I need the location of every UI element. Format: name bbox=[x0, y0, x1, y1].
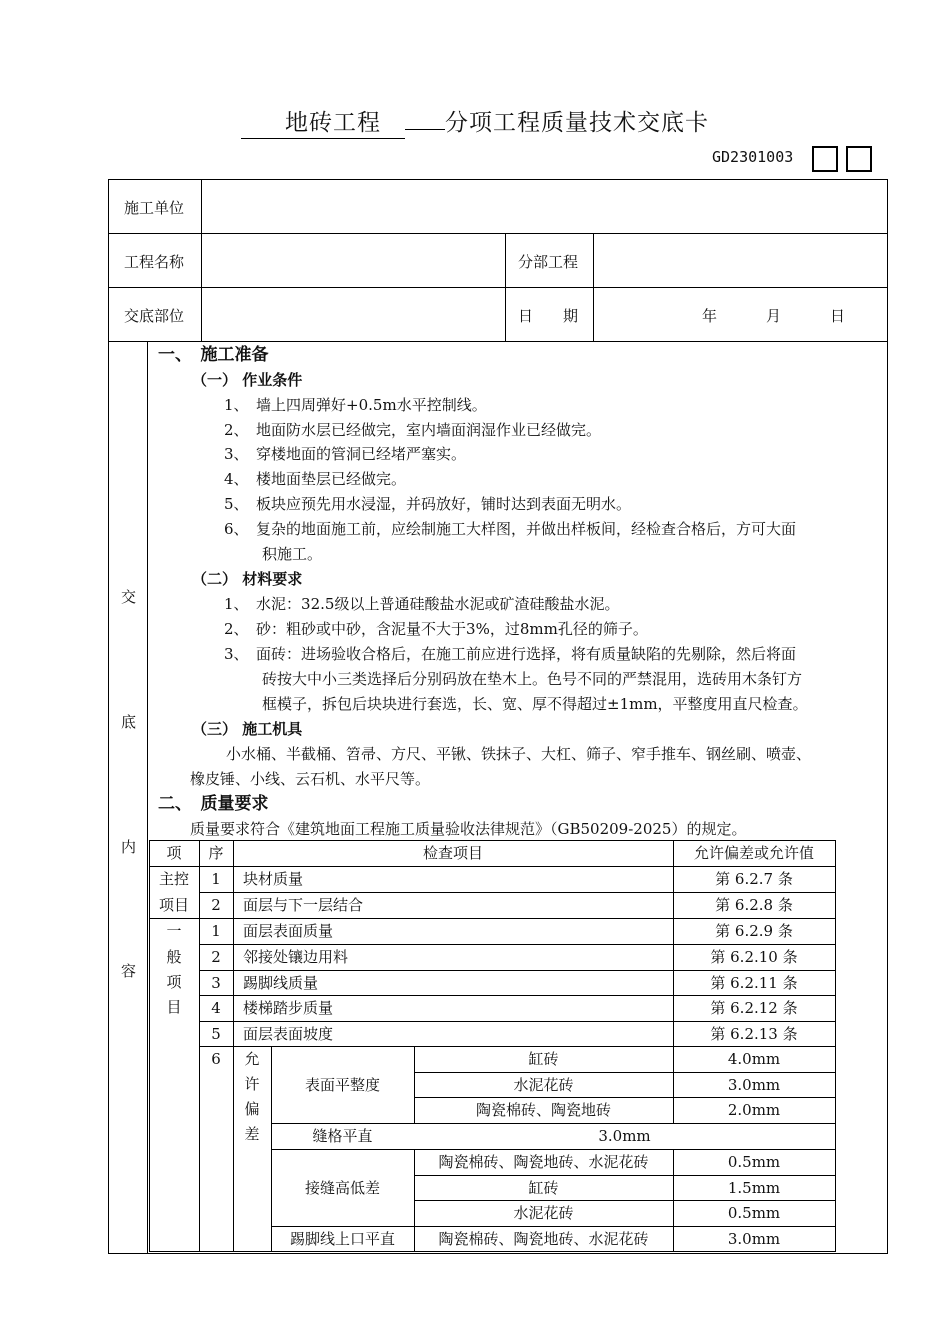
flatness-material: 陶瓷棉砖、陶瓷地砖 bbox=[475, 1101, 611, 1119]
table-seq: 1 bbox=[211, 922, 221, 940]
section1-3-title: （三） 施工机具 bbox=[192, 720, 303, 738]
table-value: 第 6.2.10 条 bbox=[710, 948, 798, 966]
deviation-label-char: 允 bbox=[244, 1050, 260, 1068]
general-label-char: 一 bbox=[166, 922, 182, 940]
table-check-name: 面层与下一层结合 bbox=[243, 896, 364, 914]
joint-height-material: 水泥花砖 bbox=[513, 1204, 574, 1222]
section2-title: 二、 质量要求 bbox=[158, 794, 269, 814]
joint-height-value: 0.5mm bbox=[727, 1204, 781, 1222]
construction-unit-label: 施工单位 bbox=[124, 199, 185, 217]
frame-right bbox=[887, 179, 888, 1253]
document-title bbox=[0, 104, 950, 139]
deviation-label-char: 差 bbox=[244, 1125, 260, 1143]
flatness-material: 缸砖 bbox=[528, 1050, 559, 1068]
frame-mid-divider1 bbox=[505, 233, 506, 341]
date-label: 日 期 bbox=[518, 307, 579, 325]
table-seq: 4 bbox=[211, 999, 221, 1017]
flatness-material: 水泥花砖 bbox=[513, 1076, 574, 1094]
flatness-value: 2.0mm bbox=[727, 1101, 781, 1119]
flatness-value: 3.0mm bbox=[727, 1076, 781, 1094]
table-value: 第 6.2.8 条 bbox=[715, 896, 793, 914]
condition-item: 5、 板块应预先用水浸湿，并码放好，铺时达到表面无明水。 bbox=[224, 495, 632, 513]
location-label: 交底部位 bbox=[124, 307, 185, 325]
joint-height-value: 0.5mm bbox=[727, 1153, 781, 1171]
section1-title: 一、 施工准备 bbox=[158, 345, 269, 365]
qtable-header-item: 项 bbox=[166, 844, 182, 862]
frame-row2 bbox=[108, 287, 888, 288]
table-check-name: 块材质量 bbox=[243, 870, 304, 888]
side-label-char: 交 bbox=[121, 588, 137, 606]
joint-straight-value: 3.0mm bbox=[598, 1127, 651, 1145]
tools-text-cont: 橡皮锤、小线、云石机、水平尺等。 bbox=[190, 770, 431, 788]
date-month: 月 bbox=[766, 307, 782, 325]
material-item: 2、 砂：粗砂或中砂，含泥量不大于3%，过8mm孔径的筛子。 bbox=[224, 620, 648, 638]
qtable-header-seq: 序 bbox=[208, 844, 224, 862]
table-seq: 2 bbox=[211, 896, 221, 914]
general-label-char: 目 bbox=[166, 998, 182, 1016]
frame-top bbox=[108, 179, 888, 180]
condition-item: 2、 地面防水层已经做完，室内墙面润湿作业已经做完。 bbox=[224, 421, 602, 439]
joint-height-material: 陶瓷棉砖、陶瓷地砖、水泥花砖 bbox=[438, 1153, 649, 1171]
qtable-header-allow: 允许偏差或允许值 bbox=[693, 844, 814, 862]
condition-item: 3、 穿楼地面的管洞已经堵严塞实。 bbox=[224, 445, 467, 463]
frame-row1 bbox=[108, 233, 888, 234]
section1-2-title: （二） 材料要求 bbox=[192, 570, 303, 588]
side-label-char: 底 bbox=[121, 713, 137, 731]
side-label-char: 内 bbox=[121, 838, 137, 856]
table-seq: 5 bbox=[211, 1025, 221, 1043]
table-value: 第 6.2.11 条 bbox=[710, 974, 798, 992]
general-label-char: 般 bbox=[166, 948, 182, 966]
main-control-label: 主控 bbox=[158, 870, 189, 888]
table-check-name: 面层表面坡度 bbox=[243, 1025, 334, 1043]
table-check-name: 邻接处镶边用料 bbox=[243, 948, 349, 966]
section1-1-title: （一） 作业条件 bbox=[192, 371, 303, 389]
qtable-vline bbox=[233, 840, 234, 1251]
table-check-name: 踢脚线质量 bbox=[243, 974, 319, 992]
side-label-char: 容 bbox=[121, 962, 137, 980]
table-seq: 2 bbox=[211, 948, 221, 966]
material-item: 3、 面砖：进场验收合格后，在施工前应进行选择，将有质量缺陷的先剔除，然后将面 bbox=[224, 645, 797, 663]
material-item-cont: 框模子，拆包后块块进行套选，长、宽、厚不得超过±1mm，平整度用直尺检查。 bbox=[262, 695, 808, 713]
checkbox-2[interactable] bbox=[846, 146, 872, 172]
frame-label-divider bbox=[201, 179, 202, 341]
frame-row3 bbox=[108, 341, 888, 342]
document-code: GD2301003 bbox=[712, 148, 794, 166]
title-blank: 地砖工程 bbox=[241, 108, 405, 139]
condition-item: 4、 楼地面垫层已经做完。 bbox=[224, 470, 407, 488]
deviation-label-char: 许 bbox=[244, 1075, 260, 1093]
frame-bottom bbox=[108, 1253, 888, 1254]
tools-text: 小水桶、半截桶、笤帚、方尺、平锹、铁抹子、大杠、筛子、窄手推车、钢丝刷、喷壶、 bbox=[226, 745, 812, 763]
title-underline bbox=[405, 129, 445, 130]
deviation-label-char: 偏 bbox=[244, 1100, 260, 1118]
section2-desc: 质量要求符合《建筑地面工程施工质量验收法律规范》（GB50209-2025）的规定。 bbox=[190, 820, 747, 838]
table-value: 第 6.2.7 条 bbox=[715, 870, 793, 888]
condition-item-cont: 积施工。 bbox=[262, 545, 323, 563]
joint-height-material: 缸砖 bbox=[528, 1179, 559, 1197]
date-day: 日 bbox=[830, 307, 846, 325]
table-value: 第 6.2.9 条 bbox=[715, 922, 793, 940]
main-control-label: 项目 bbox=[158, 896, 189, 914]
table-seq: 6 bbox=[211, 1050, 221, 1068]
frame-left bbox=[108, 179, 109, 1253]
table-seq: 3 bbox=[211, 974, 221, 992]
joint-height-label: 接缝高低差 bbox=[304, 1179, 380, 1197]
flatness-value: 4.0mm bbox=[727, 1050, 781, 1068]
date-year: 年 bbox=[702, 307, 718, 325]
condition-item: 6、 复杂的地面施工前，应绘制施工大样图，并做出样板间，经检查合格后，方可大面 bbox=[224, 520, 797, 538]
condition-item: 1、 墙上四周弹好+0.5m水平控制线。 bbox=[224, 396, 487, 414]
project-name-label: 工程名称 bbox=[124, 253, 185, 271]
joint-straight-label: 缝格平直 bbox=[312, 1127, 373, 1145]
frame-side-divider bbox=[147, 341, 148, 1253]
skirting-material: 陶瓷棉砖、陶瓷地砖、水泥花砖 bbox=[438, 1230, 649, 1248]
joint-height-value: 1.5mm bbox=[727, 1179, 781, 1197]
checkbox-1[interactable] bbox=[812, 146, 838, 172]
skirting-label: 踢脚线上口平直 bbox=[289, 1230, 395, 1248]
table-check-name: 面层表面质量 bbox=[243, 922, 334, 940]
general-label-char: 项 bbox=[166, 973, 182, 991]
frame-mid-divider2 bbox=[593, 233, 594, 341]
table-seq: 1 bbox=[211, 870, 221, 888]
sub-project-label: 分部工程 bbox=[518, 253, 579, 271]
title-suffix: 分项工程质量技术交底卡 bbox=[445, 110, 709, 136]
table-value: 第 6.2.13 条 bbox=[710, 1025, 798, 1043]
table-value: 第 6.2.12 条 bbox=[710, 999, 798, 1017]
table-check-name: 楼梯踏步质量 bbox=[243, 999, 334, 1017]
qtable-line bbox=[149, 1251, 836, 1252]
qtable-header-check: 检查项目 bbox=[422, 844, 483, 862]
flatness-label: 表面平整度 bbox=[304, 1076, 380, 1094]
qtable-vline bbox=[835, 840, 836, 1251]
material-item: 1、 水泥：32.5级以上普通硅酸盐水泥或矿渣硅酸盐水泥。 bbox=[224, 595, 620, 613]
skirting-value: 3.0mm bbox=[727, 1230, 781, 1248]
material-item-cont: 砖按大中小三类选择后分别码放在垫木上。色号不同的严禁混用，选砖用木条钉方 bbox=[262, 670, 803, 688]
